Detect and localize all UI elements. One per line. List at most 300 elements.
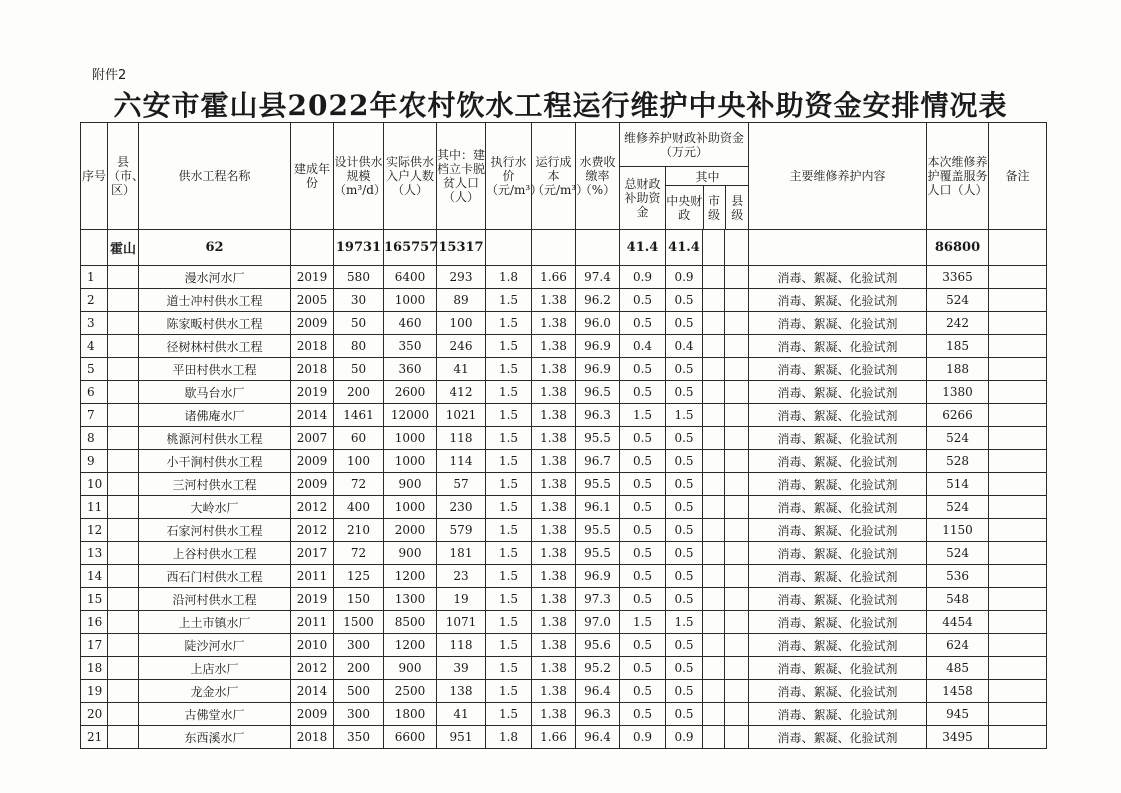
row-project-name: 径树林村供水工程	[139, 335, 291, 358]
row-county-level	[725, 588, 749, 611]
table-row	[81, 680, 1047, 703]
row-total-funds: 0.5	[620, 358, 666, 381]
table-row	[81, 473, 1047, 496]
row-remarks	[989, 496, 1047, 519]
row-county	[108, 542, 139, 565]
row-total-funds: 0.5	[620, 542, 666, 565]
row-total-funds: 0.5	[620, 427, 666, 450]
row-remarks	[989, 565, 1047, 588]
row-county-level	[725, 289, 749, 312]
row-actual: 2000	[384, 519, 437, 542]
row-price: 1.5	[486, 358, 532, 381]
row-total-funds: 0.5	[620, 496, 666, 519]
row-design: 300	[334, 634, 384, 657]
row-city	[703, 680, 725, 703]
row-rate: 96.9	[576, 565, 620, 588]
row-county	[108, 312, 139, 335]
row-total-funds: 0.9	[620, 726, 666, 749]
row-county	[108, 611, 139, 634]
total-project-count: 62	[139, 230, 291, 266]
row-seq: 19	[81, 680, 108, 703]
row-content: 消毒、絮凝、化验试剂	[749, 404, 927, 427]
row-cost: 1.38	[532, 703, 576, 726]
table-row	[81, 634, 1047, 657]
row-coverage: 4454	[927, 611, 989, 634]
row-county	[108, 358, 139, 381]
row-content: 消毒、絮凝、化验试剂	[749, 266, 927, 289]
row-rate: 95.5	[576, 427, 620, 450]
row-poor: 89	[437, 289, 486, 312]
row-year: 2014	[291, 404, 334, 427]
row-coverage: 1458	[927, 680, 989, 703]
row-actual: 1800	[384, 703, 437, 726]
row-county	[108, 289, 139, 312]
row-content: 消毒、絮凝、化验试剂	[749, 657, 927, 680]
row-remarks	[989, 312, 1047, 335]
row-rate: 96.1	[576, 496, 620, 519]
row-design: 1500	[334, 611, 384, 634]
row-coverage: 514	[927, 473, 989, 496]
row-county-level	[725, 519, 749, 542]
header-year: 建成年份	[291, 123, 334, 230]
row-cost: 1.38	[532, 680, 576, 703]
row-project-name: 上谷村供水工程	[139, 542, 291, 565]
row-city	[703, 703, 725, 726]
row-content: 消毒、絮凝、化验试剂	[749, 634, 927, 657]
header-remarks: 备注	[989, 123, 1047, 230]
funds-table	[80, 122, 1047, 749]
row-actual: 6400	[384, 266, 437, 289]
header-actual-users: 实际供水入户人数（人）	[384, 123, 437, 230]
row-actual: 900	[384, 657, 437, 680]
row-cost: 1.38	[532, 542, 576, 565]
row-actual: 12000	[384, 404, 437, 427]
row-actual: 900	[384, 473, 437, 496]
row-year: 2018	[291, 358, 334, 381]
row-design: 80	[334, 335, 384, 358]
row-price: 1.5	[486, 588, 532, 611]
row-total-funds: 0.9	[620, 266, 666, 289]
row-central: 0.5	[666, 358, 703, 381]
row-content: 消毒、絮凝、化验试剂	[749, 289, 927, 312]
row-rate: 95.5	[576, 542, 620, 565]
row-year: 2012	[291, 496, 334, 519]
row-central: 0.5	[666, 588, 703, 611]
row-poor: 181	[437, 542, 486, 565]
row-cost: 1.38	[532, 611, 576, 634]
row-price: 1.5	[486, 450, 532, 473]
row-project-name: 古佛堂水厂	[139, 703, 291, 726]
table-row	[81, 312, 1047, 335]
row-content: 消毒、絮凝、化验试剂	[749, 473, 927, 496]
total-price	[486, 230, 532, 266]
row-city	[703, 542, 725, 565]
row-year: 2010	[291, 634, 334, 657]
row-project-name: 东西溪水厂	[139, 726, 291, 749]
row-content: 消毒、絮凝、化验试剂	[749, 611, 927, 634]
row-actual: 900	[384, 542, 437, 565]
row-coverage: 485	[927, 657, 989, 680]
row-design: 125	[334, 565, 384, 588]
header-county: 县（市、区）	[108, 123, 139, 230]
row-year: 2014	[291, 680, 334, 703]
header-central: 中央财政	[666, 186, 703, 230]
row-county	[108, 588, 139, 611]
row-poor: 951	[437, 726, 486, 749]
row-poor: 1071	[437, 611, 486, 634]
row-county-level	[725, 496, 749, 519]
row-year: 2005	[291, 289, 334, 312]
row-county-level	[725, 427, 749, 450]
row-project-name: 诸佛庵水厂	[139, 404, 291, 427]
row-actual: 360	[384, 358, 437, 381]
row-coverage: 536	[927, 565, 989, 588]
row-actual: 1000	[384, 289, 437, 312]
row-central: 0.9	[666, 266, 703, 289]
row-rate: 96.7	[576, 450, 620, 473]
row-rate: 95.6	[576, 634, 620, 657]
row-seq: 21	[81, 726, 108, 749]
row-project-name: 沿河村供水工程	[139, 588, 291, 611]
row-poor: 57	[437, 473, 486, 496]
table-row	[81, 565, 1047, 588]
row-total-funds: 0.5	[620, 519, 666, 542]
row-design: 30	[334, 289, 384, 312]
row-price: 1.8	[486, 266, 532, 289]
header-of-which: 其中	[666, 167, 749, 186]
row-remarks	[989, 266, 1047, 289]
row-poor: 118	[437, 427, 486, 450]
row-design: 1461	[334, 404, 384, 427]
row-county	[108, 381, 139, 404]
row-city	[703, 611, 725, 634]
row-cost: 1.38	[532, 381, 576, 404]
row-content: 消毒、絮凝、化验试剂	[749, 680, 927, 703]
row-content: 消毒、絮凝、化验试剂	[749, 335, 927, 358]
total-rate	[576, 230, 620, 266]
row-seq: 1	[81, 266, 108, 289]
row-year: 2012	[291, 657, 334, 680]
table-row	[81, 496, 1047, 519]
row-design: 50	[334, 358, 384, 381]
row-actual: 1000	[384, 450, 437, 473]
row-total-funds: 0.5	[620, 312, 666, 335]
row-coverage: 3365	[927, 266, 989, 289]
row-rate: 95.5	[576, 519, 620, 542]
row-central: 0.9	[666, 726, 703, 749]
row-design: 72	[334, 473, 384, 496]
row-total-funds: 0.5	[620, 450, 666, 473]
row-central: 0.5	[666, 496, 703, 519]
row-actual: 1200	[384, 565, 437, 588]
row-price: 1.5	[486, 289, 532, 312]
row-total-funds: 0.5	[620, 588, 666, 611]
header-project: 供水工程名称	[139, 123, 291, 230]
row-remarks	[989, 289, 1047, 312]
row-design: 150	[334, 588, 384, 611]
total-actual: 165757	[384, 230, 437, 266]
header-coverage: 本次维修养护覆盖服务人口（人）	[927, 123, 989, 230]
row-year: 2018	[291, 335, 334, 358]
row-cost: 1.66	[532, 266, 576, 289]
row-design: 580	[334, 266, 384, 289]
table-row	[81, 588, 1047, 611]
table-row	[81, 519, 1047, 542]
row-actual: 2500	[384, 680, 437, 703]
row-price: 1.5	[486, 381, 532, 404]
row-remarks	[989, 519, 1047, 542]
row-rate: 96.2	[576, 289, 620, 312]
row-total-funds: 0.5	[620, 565, 666, 588]
row-rate: 97.3	[576, 588, 620, 611]
row-project-name: 大岭水厂	[139, 496, 291, 519]
table-row	[81, 335, 1047, 358]
row-rate: 96.9	[576, 358, 620, 381]
row-content: 消毒、絮凝、化验试剂	[749, 519, 927, 542]
row-seq: 8	[81, 427, 108, 450]
row-coverage: 1150	[927, 519, 989, 542]
row-price: 1.5	[486, 634, 532, 657]
row-remarks	[989, 634, 1047, 657]
row-remarks	[989, 657, 1047, 680]
row-county-level	[725, 473, 749, 496]
row-project-name: 龙金水厂	[139, 680, 291, 703]
row-remarks	[989, 450, 1047, 473]
row-price: 1.5	[486, 565, 532, 588]
row-remarks	[989, 404, 1047, 427]
row-county-level	[725, 726, 749, 749]
row-project-name: 桃源河村供水工程	[139, 427, 291, 450]
row-city	[703, 657, 725, 680]
row-cost: 1.38	[532, 657, 576, 680]
row-cost: 1.38	[532, 519, 576, 542]
row-coverage: 188	[927, 358, 989, 381]
row-city	[703, 312, 725, 335]
table-row	[81, 726, 1047, 749]
row-rate: 96.0	[576, 312, 620, 335]
row-county-level	[725, 611, 749, 634]
attachment-label: 附件2	[92, 68, 127, 83]
row-design: 500	[334, 680, 384, 703]
row-rate: 96.9	[576, 335, 620, 358]
row-coverage: 548	[927, 588, 989, 611]
header-water-price: 执行水价（元/m³）	[486, 123, 532, 230]
row-coverage: 524	[927, 289, 989, 312]
row-county	[108, 680, 139, 703]
total-county-level	[725, 230, 749, 266]
row-price: 1.5	[486, 542, 532, 565]
row-content: 消毒、絮凝、化验试剂	[749, 703, 927, 726]
total-content	[749, 230, 927, 266]
row-city	[703, 289, 725, 312]
row-rate: 96.3	[576, 404, 620, 427]
row-county-level	[725, 634, 749, 657]
row-city	[703, 335, 725, 358]
row-rate: 96.4	[576, 726, 620, 749]
row-county	[108, 519, 139, 542]
row-county-level	[725, 450, 749, 473]
row-actual: 8500	[384, 611, 437, 634]
row-county-level	[725, 657, 749, 680]
row-rate: 96.5	[576, 381, 620, 404]
row-remarks	[989, 680, 1047, 703]
row-project-name: 上土市镇水厂	[139, 611, 291, 634]
row-cost: 1.38	[532, 404, 576, 427]
row-year: 2019	[291, 266, 334, 289]
row-project-name: 歇马台水厂	[139, 381, 291, 404]
row-coverage: 242	[927, 312, 989, 335]
row-design: 350	[334, 726, 384, 749]
row-county-level	[725, 381, 749, 404]
row-county	[108, 634, 139, 657]
header-county-level: 县级	[731, 193, 744, 222]
row-year: 2012	[291, 519, 334, 542]
row-remarks	[989, 703, 1047, 726]
row-remarks	[989, 588, 1047, 611]
total-design: 19731	[334, 230, 384, 266]
row-price: 1.5	[486, 496, 532, 519]
table-row	[81, 381, 1047, 404]
row-county-level	[725, 680, 749, 703]
row-poor: 412	[437, 381, 486, 404]
row-remarks	[989, 473, 1047, 496]
row-poor: 579	[437, 519, 486, 542]
row-project-name: 小干涧村供水工程	[139, 450, 291, 473]
row-poor: 118	[437, 634, 486, 657]
total-central: 41.4	[666, 230, 703, 266]
row-cost: 1.38	[532, 335, 576, 358]
row-coverage: 185	[927, 335, 989, 358]
row-price: 1.5	[486, 657, 532, 680]
row-total-funds: 0.5	[620, 634, 666, 657]
row-actual: 1300	[384, 588, 437, 611]
row-actual: 1200	[384, 634, 437, 657]
row-actual: 350	[384, 335, 437, 358]
row-remarks	[989, 427, 1047, 450]
row-rate: 96.3	[576, 703, 620, 726]
row-city	[703, 588, 725, 611]
row-price: 1.5	[486, 519, 532, 542]
row-total-funds: 0.5	[620, 703, 666, 726]
row-city	[703, 473, 725, 496]
row-price: 1.5	[486, 473, 532, 496]
row-county	[108, 657, 139, 680]
header-city: 市级	[703, 186, 725, 230]
row-year: 2019	[291, 381, 334, 404]
row-remarks	[989, 358, 1047, 381]
table-row	[81, 289, 1047, 312]
row-content: 消毒、絮凝、化验试剂	[749, 542, 927, 565]
row-central: 0.5	[666, 312, 703, 335]
row-seq: 12	[81, 519, 108, 542]
row-poor: 41	[437, 358, 486, 381]
row-central: 0.5	[666, 565, 703, 588]
row-coverage: 528	[927, 450, 989, 473]
row-seq: 4	[81, 335, 108, 358]
row-seq: 14	[81, 565, 108, 588]
row-poor: 19	[437, 588, 486, 611]
total-city	[703, 230, 725, 266]
row-total-funds: 0.5	[620, 680, 666, 703]
row-price: 1.5	[486, 335, 532, 358]
row-county-level	[725, 358, 749, 381]
row-poor: 293	[437, 266, 486, 289]
row-cost: 1.38	[532, 289, 576, 312]
row-design: 200	[334, 657, 384, 680]
row-seq: 2	[81, 289, 108, 312]
row-seq: 18	[81, 657, 108, 680]
row-remarks	[989, 726, 1047, 749]
total-year	[291, 230, 334, 266]
header-maintenance-content: 主要维修养护内容	[749, 123, 927, 230]
row-year: 2019	[291, 588, 334, 611]
table-row	[81, 657, 1047, 680]
table-row	[81, 266, 1047, 289]
row-remarks	[989, 611, 1047, 634]
total-poor: 15317	[437, 230, 486, 266]
row-content: 消毒、絮凝、化验试剂	[749, 726, 927, 749]
row-remarks	[989, 381, 1047, 404]
row-total-funds: 0.4	[620, 335, 666, 358]
row-poor: 230	[437, 496, 486, 519]
row-cost: 1.38	[532, 312, 576, 335]
row-central: 0.5	[666, 542, 703, 565]
row-central: 0.5	[666, 289, 703, 312]
row-cost: 1.38	[532, 588, 576, 611]
row-year: 2009	[291, 312, 334, 335]
table-row	[81, 611, 1047, 634]
row-poor: 100	[437, 312, 486, 335]
header-operating-cost: 运行成本（元/m³）	[532, 123, 576, 230]
row-city	[703, 726, 725, 749]
row-central: 0.5	[666, 473, 703, 496]
row-city	[703, 427, 725, 450]
total-remarks	[989, 230, 1047, 266]
page-title: 六安市霍山县2022年农村饮水工程运行维护中央补助资金安排情况表	[113, 89, 1008, 122]
row-central: 0.5	[666, 381, 703, 404]
row-city	[703, 381, 725, 404]
row-actual: 1000	[384, 427, 437, 450]
row-city	[703, 404, 725, 427]
row-project-name: 石家河村供水工程	[139, 519, 291, 542]
row-city	[703, 519, 725, 542]
row-cost: 1.38	[532, 565, 576, 588]
row-seq: 10	[81, 473, 108, 496]
row-rate: 95.2	[576, 657, 620, 680]
table-row	[81, 703, 1047, 726]
row-city	[703, 266, 725, 289]
row-county	[108, 404, 139, 427]
row-seq: 20	[81, 703, 108, 726]
row-seq: 3	[81, 312, 108, 335]
row-design: 300	[334, 703, 384, 726]
row-central: 0.5	[666, 450, 703, 473]
row-year: 2007	[291, 427, 334, 450]
table-row	[81, 427, 1047, 450]
row-seq: 6	[81, 381, 108, 404]
row-design: 60	[334, 427, 384, 450]
row-city	[703, 565, 725, 588]
row-cost: 1.38	[532, 450, 576, 473]
row-total-funds: 0.5	[620, 473, 666, 496]
row-cost: 1.66	[532, 726, 576, 749]
row-actual: 1000	[384, 496, 437, 519]
row-price: 1.5	[486, 680, 532, 703]
row-seq: 17	[81, 634, 108, 657]
row-year: 2017	[291, 542, 334, 565]
row-poor: 138	[437, 680, 486, 703]
row-project-name: 道士冲村供水工程	[139, 289, 291, 312]
